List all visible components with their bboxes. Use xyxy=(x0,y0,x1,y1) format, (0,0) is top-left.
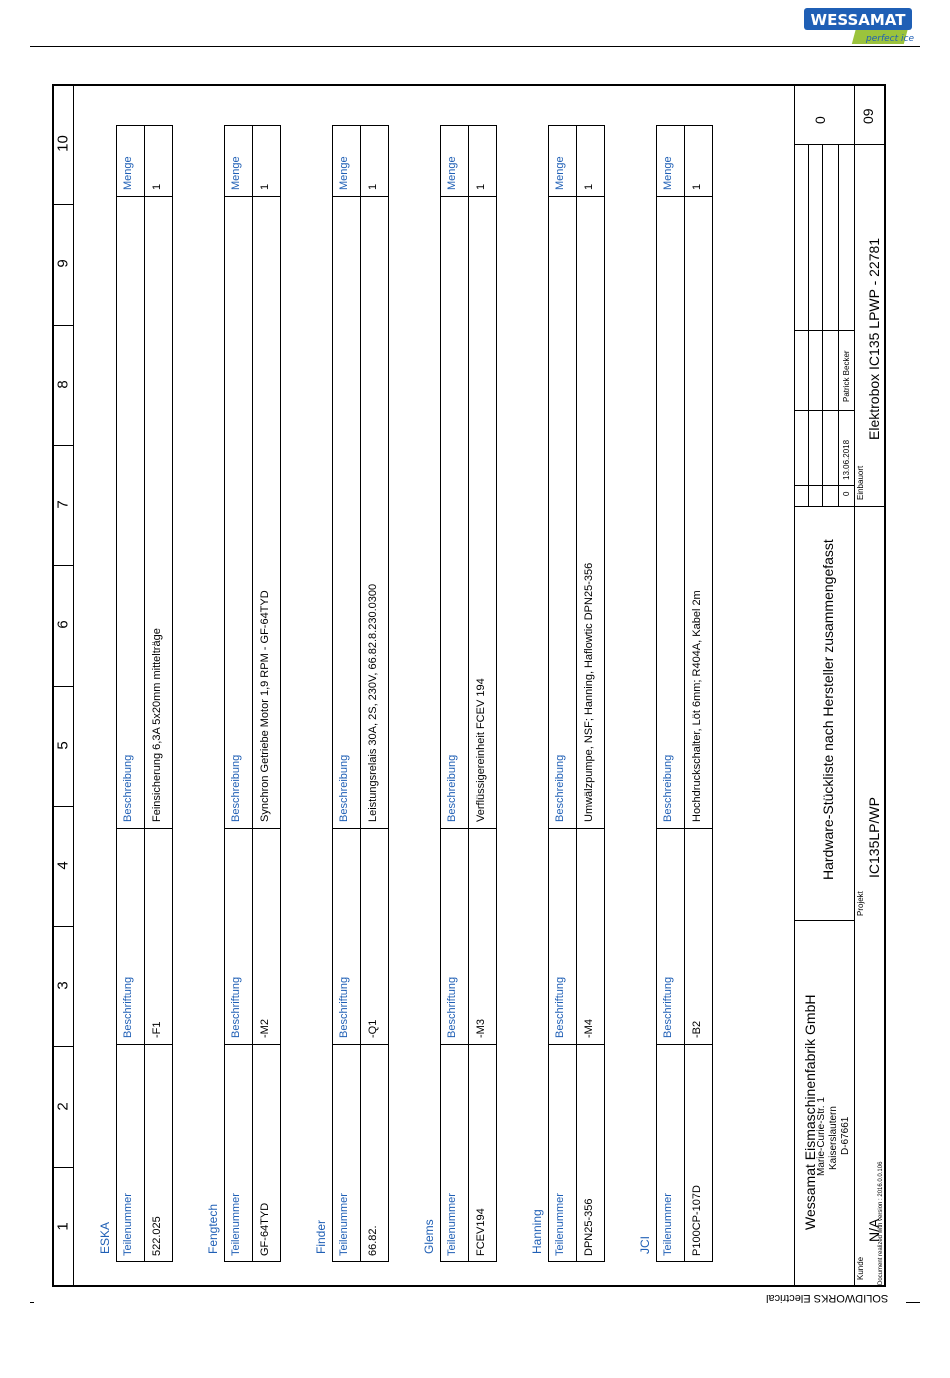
table-cell-qty: 1 xyxy=(151,183,163,190)
footer-mark-left xyxy=(30,1302,34,1303)
footer-mark-right xyxy=(906,1302,920,1303)
rev-col-line-2 xyxy=(822,144,823,506)
table-cell-label: -M2 xyxy=(259,1019,271,1038)
rev-col-line-1 xyxy=(838,144,839,506)
kunde-value: N/A xyxy=(866,1218,882,1242)
table-header-desc: Beschreibung xyxy=(662,754,674,822)
column-number-5 xyxy=(52,737,74,754)
table-col-divider xyxy=(440,828,497,829)
table-col-divider xyxy=(332,196,389,197)
software-footer: SOLIDWORKS Electrical xyxy=(766,1292,889,1304)
table-header-part: Teilenummer xyxy=(554,1193,566,1256)
table-col-divider xyxy=(116,1044,173,1045)
table-col-divider xyxy=(116,828,173,829)
column-number-1 xyxy=(52,1218,74,1235)
column-separator xyxy=(52,325,74,326)
column-number-label: 4 xyxy=(54,861,72,870)
table-cell-label: -Q1 xyxy=(367,1019,379,1038)
table-cell-desc: Leistungsrelais 30A, 2S, 230V, 66.82.8.230.0300 xyxy=(367,583,379,822)
table-col-divider xyxy=(656,828,713,829)
header-rule xyxy=(30,46,920,47)
table-cell-part: DPN25-356 xyxy=(583,1198,595,1256)
table-col-divider xyxy=(656,196,713,197)
manufacturer-name: Fengtech xyxy=(206,1203,220,1254)
table-cell-desc: Hochdruckschalter, Löt 6mm; R404A, Kabel 2m xyxy=(691,590,703,822)
table-header-desc: Beschreibung xyxy=(122,754,134,822)
column-separator xyxy=(52,686,74,687)
column-number-label: 5 xyxy=(54,740,72,750)
table-col-divider xyxy=(116,196,173,197)
rev-author: Patrick Becker xyxy=(842,350,851,402)
table-row-divider xyxy=(360,125,361,1262)
column-number-label: 3 xyxy=(54,981,72,990)
table-cell-qty: 1 xyxy=(259,183,271,190)
table-col-divider xyxy=(332,828,389,829)
company-name: Wessamat Eismaschinenfabrik GmbH xyxy=(802,994,818,1230)
table-cell-label: -M3 xyxy=(475,1019,487,1038)
table-cell-part: 66.82. xyxy=(367,1225,379,1256)
titleblock-divider xyxy=(854,84,855,1287)
wessamat-logo xyxy=(804,6,916,46)
table-col-divider xyxy=(548,196,605,197)
table-col-divider xyxy=(548,1044,605,1045)
table-header-label: Beschriftung xyxy=(662,976,674,1038)
table-cell-label: -M4 xyxy=(583,1019,595,1038)
table-col-divider xyxy=(224,196,281,197)
table-header-qty: Menge xyxy=(338,156,350,190)
manufacturer-name: Hanning xyxy=(530,1209,544,1254)
table-cell-desc: Synchron Getriebe Motor 1,9 RPM - GF-64TYD xyxy=(259,590,271,822)
table-col-divider xyxy=(332,1044,389,1045)
version-note: Document realized with version : 2016.0.0.106 xyxy=(878,1161,884,1285)
table-cell-part: FCEV194 xyxy=(475,1208,487,1256)
company-street: Marie-Curie-Str. 1 xyxy=(816,1097,827,1176)
table-cell-qty: 1 xyxy=(583,183,595,190)
table-header-part: Teilenummer xyxy=(338,1193,350,1256)
rev-box: 0 xyxy=(812,116,828,124)
column-number-4 xyxy=(52,857,74,874)
table-header-part: Teilenummer xyxy=(230,1193,242,1256)
table-cell-label: -F1 xyxy=(151,1021,163,1038)
rev-date: 13.06.2018 xyxy=(842,439,851,480)
table-cell-qty: 1 xyxy=(367,183,379,190)
column-number-3 xyxy=(52,977,74,994)
column-separator xyxy=(52,445,74,446)
column-number-9 xyxy=(52,255,74,272)
column-number-label: 8 xyxy=(54,380,72,389)
table-row-divider xyxy=(684,125,685,1262)
logo-tagline: perfect ice xyxy=(866,34,914,44)
table-header-desc: Beschreibung xyxy=(230,754,242,822)
table-col-divider xyxy=(224,1044,281,1045)
manufacturer-name: ESKA xyxy=(98,1221,112,1254)
einbauort-value: Elektrobox IC135 LPWP - 22781 xyxy=(866,237,882,440)
table-header-part: Teilenummer xyxy=(662,1193,674,1256)
table-cell-part: P100CP-107D xyxy=(691,1185,703,1256)
column-separator xyxy=(52,565,74,566)
table-header-part: Teilenummer xyxy=(122,1193,134,1256)
company-city: Kaiserslautern xyxy=(828,1106,839,1170)
column-number-2 xyxy=(52,1098,74,1115)
table-row-divider xyxy=(468,125,469,1262)
column-number-label: 7 xyxy=(54,500,72,509)
titleblock-sep-company xyxy=(794,920,854,921)
manufacturer-name: Glems xyxy=(422,1219,436,1254)
table-header-desc: Beschreibung xyxy=(554,754,566,822)
column-number-6 xyxy=(52,616,74,633)
table-col-divider xyxy=(440,196,497,197)
table-header-label: Beschriftung xyxy=(122,976,134,1038)
column-separator xyxy=(52,204,74,205)
table-header-qty: Menge xyxy=(230,156,242,190)
column-number-label: 6 xyxy=(54,620,72,630)
company-zip: D-67661 xyxy=(840,1116,851,1155)
table-cell-part: 522.025 xyxy=(151,1216,163,1256)
table-header-qty: Menge xyxy=(554,156,566,190)
column-number-label: 9 xyxy=(54,259,72,269)
einbauort-label: Einbauort xyxy=(856,465,865,500)
logo-brand: WESSAMAT xyxy=(810,11,906,29)
titleblock-sep-title xyxy=(794,506,854,507)
table-header-label: Beschriftung xyxy=(230,976,242,1038)
table-cell-qty: 1 xyxy=(475,183,487,190)
sheet-number: 09 xyxy=(860,108,876,124)
table-cell-desc: Verflüssigereinheit FCEV 194 xyxy=(475,678,487,822)
table-row-divider xyxy=(252,125,253,1262)
column-separator xyxy=(52,926,74,927)
titleblock-sep-proj xyxy=(854,506,886,507)
table-col-divider xyxy=(224,828,281,829)
column-separator xyxy=(52,1046,74,1047)
manufacturer-name: JCI xyxy=(638,1236,652,1254)
rev-row-line-3 xyxy=(794,330,854,331)
table-header-part: Teilenummer xyxy=(446,1193,458,1256)
table-header-qty: Menge xyxy=(122,156,134,190)
projekt-value: IC135LP/WP xyxy=(866,797,882,878)
table-header-qty: Menge xyxy=(662,156,674,190)
rev-col-line-3 xyxy=(808,144,809,506)
column-separator xyxy=(52,806,74,807)
column-number-label: 2 xyxy=(54,1101,72,1111)
table-header-label: Beschriftung xyxy=(338,976,350,1038)
table-row-divider xyxy=(576,125,577,1262)
table-header-label: Beschriftung xyxy=(554,976,566,1038)
column-separator xyxy=(52,1167,74,1168)
table-cell-part: GF-64TYD xyxy=(259,1202,271,1256)
rev-row-line-2 xyxy=(794,410,854,411)
manufacturer-name: Finder xyxy=(314,1219,328,1254)
table-cell-desc: Umwälzpumpe, NSF; Hanning, Haflowtic DPN25-356 xyxy=(583,562,595,822)
table-row-divider xyxy=(144,125,145,1262)
table-header-desc: Beschreibung xyxy=(446,754,458,822)
table-cell-label: -B2 xyxy=(691,1020,703,1038)
table-header-desc: Beschreibung xyxy=(338,754,350,822)
table-header-label: Beschriftung xyxy=(446,976,458,1038)
table-col-divider xyxy=(548,828,605,829)
table-cell-qty: 1 xyxy=(691,183,703,190)
sheet-sep xyxy=(854,144,886,145)
table-cell-desc: Feinsicherung 6,3A 5x20mm mittelträge xyxy=(151,628,163,822)
drawing-title: Hardware-Stückliste nach Hersteller zusammengefasst xyxy=(820,539,836,880)
kunde-label: Kunde xyxy=(856,1256,865,1280)
table-col-divider xyxy=(440,1044,497,1045)
column-number-7 xyxy=(52,496,74,513)
projekt-label: Projekt xyxy=(856,891,865,916)
table-header-qty: Menge xyxy=(446,156,458,190)
column-number-label: 10 xyxy=(54,135,72,152)
rev-number: 0 xyxy=(842,491,851,496)
column-number-label: 1 xyxy=(54,1222,72,1231)
table-col-divider xyxy=(656,1044,713,1045)
rev-row-line-1 xyxy=(794,485,854,486)
column-number-8 xyxy=(52,376,74,393)
column-number-10 xyxy=(52,135,74,152)
